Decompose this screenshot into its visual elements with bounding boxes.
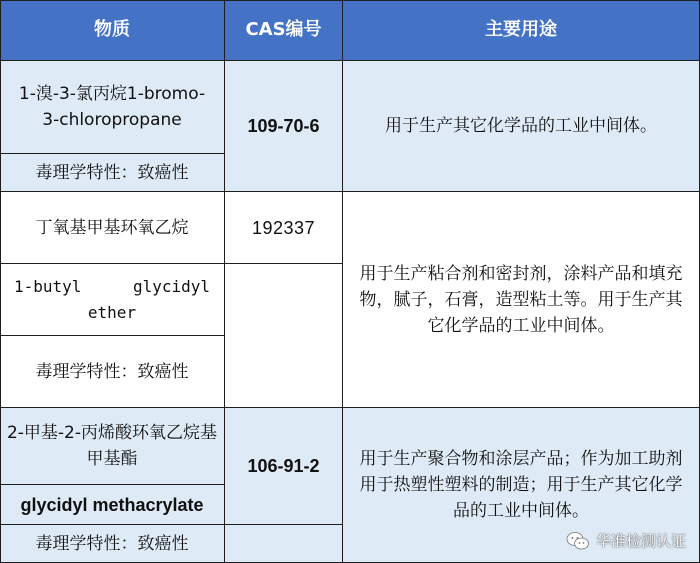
row2-use: 用于生产粘合剂和密封剂，涂料产品和填充物，腻子，石膏，造型粘土等。用于生产其它化学品的工业中间体。: [343, 192, 700, 408]
watermark-text: 华准检测认证: [595, 532, 686, 550]
row1-use: 用于生产其它化学品的工业中间体。: [343, 61, 700, 192]
table-left-border: [0, 0, 1, 563]
row3-toxicity: 毒理学特性：致癌性: [0, 525, 225, 563]
row1-name-line1: 1-溴-3-氯丙烷1-bromo-: [18, 84, 206, 104]
row2-toxicity: 毒理学特性：致癌性: [0, 336, 225, 408]
row2-name-cn: 丁氧基甲基环氧乙烷: [0, 192, 225, 264]
row1-toxicity: 毒理学特性：致癌性: [0, 154, 225, 192]
header-use: 主要用途: [343, 0, 700, 61]
watermark: [566, 530, 686, 551]
row3-cas: 106-91-2: [225, 408, 343, 525]
header-substance: 物质: [0, 0, 225, 61]
row1-cas: 109-70-6: [225, 61, 343, 192]
wechat-icon: [566, 531, 590, 551]
row2-name-en: [0, 264, 225, 336]
row1-name: [0, 61, 225, 154]
row3-cas-empty: [225, 525, 343, 563]
row2-name-en-text: 1-butyl glycidyl ether: [14, 276, 210, 322]
header-cas: CAS编号: [225, 0, 343, 61]
row2-cas-empty: [225, 264, 343, 408]
table-top-border: [0, 0, 700, 1]
row3-name-cn: 2-甲基-2-丙烯酸环氧乙烷基甲基酯: [0, 408, 225, 485]
row2-cas: 192337: [225, 192, 343, 264]
row3-name-en: glycidyl methacrylate: [0, 485, 225, 525]
row1-name-line2: 3-chloropropane: [42, 110, 182, 130]
row3-use: 用于生产聚合物和涂层产品；作为加工助剂用于热塑性塑料的制造；用于生产其它化学品的工业中间体。: [343, 408, 700, 563]
